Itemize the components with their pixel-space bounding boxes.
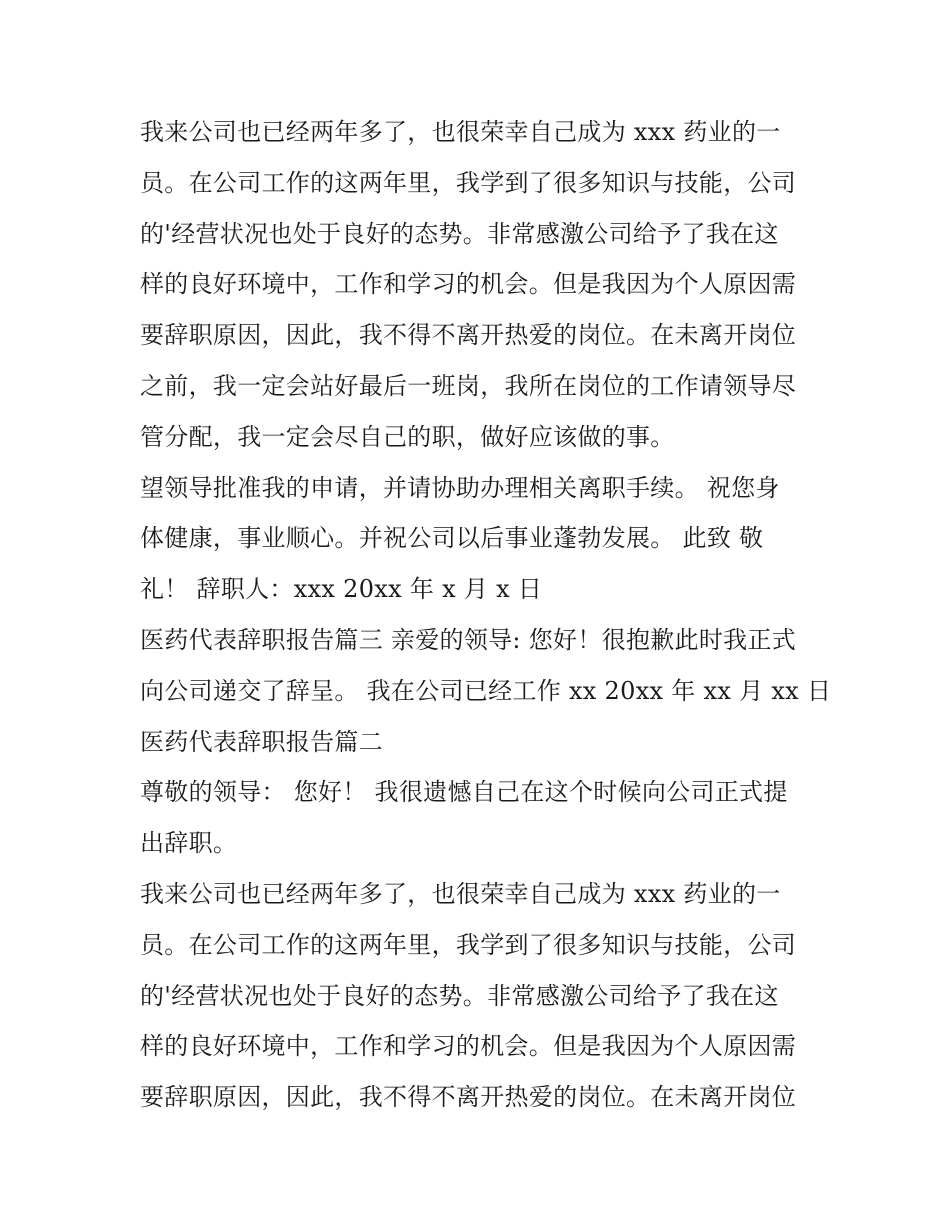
salutation-line: 尊敬的领导： 您好！ 我很遗憾自己在这个时候向公司正式提 bbox=[140, 778, 788, 807]
body-line: 的'经营状况也处于良好的态势。非常感激公司给予了我在这 bbox=[140, 981, 779, 1010]
document-body bbox=[140, 107, 830, 1123]
body-line: 员。在公司工作的这两年里，我学到了很多知识与技能，公司 bbox=[140, 930, 797, 959]
body-line: 要辞职原因，因此，我不得不离开热爱的岗位。在未离开岗位 bbox=[140, 321, 797, 350]
body-line: 我来公司也已经两年多了，也很荣幸自己成为 xxx 药业的一 bbox=[140, 118, 781, 146]
body-line: 我来公司也已经两年多了，也很荣幸自己成为 xxx 药业的一 bbox=[140, 879, 781, 908]
body-line: 望领导批准我的申请，并请协助办理相关离职手续。 祝您身 bbox=[140, 473, 780, 502]
body-line: 样的良好环境中，工作和学习的机会。但是我因为个人原因需 bbox=[140, 1032, 797, 1061]
body-line: 管分配，我一定会尽自己的职，做好应该做的事。 bbox=[140, 422, 675, 451]
body-line: 员。在公司工作的这两年里，我学到了很多知识与技能，公司 bbox=[140, 168, 797, 197]
body-line: 要辞职原因，因此，我不得不离开热爱的岗位。在未离开岗位 bbox=[140, 1083, 797, 1112]
section-heading-line: 医药代表辞职报告篇三 亲爱的领导: 您好！很抱歉此时我正式 bbox=[140, 625, 797, 654]
body-line: 出辞职。 bbox=[140, 829, 238, 858]
body-line: 向公司递交了辞呈。 我在公司已经工作 xx 20xx 年 xx 月 xx 日 bbox=[140, 676, 832, 705]
section-title: 医药代表辞职报告篇二 bbox=[140, 727, 383, 756]
body-line: 体健康，事业顺心。并祝公司以后事业蓬勃发展。 此致 敬 bbox=[140, 524, 764, 553]
body-line: 的'经营状况也处于良好的态势。非常感激公司给予了我在这 bbox=[140, 219, 779, 248]
signature-line: 礼！ 辞职人：xxx 20xx 年 x 月 x 日 bbox=[140, 575, 543, 604]
body-line: 样的良好环境中，工作和学习的机会。但是我因为个人原因需 bbox=[140, 270, 797, 299]
body-line: 之前，我一定会站好最后一班岗，我所在岗位的工作请领导尽 bbox=[140, 371, 797, 400]
